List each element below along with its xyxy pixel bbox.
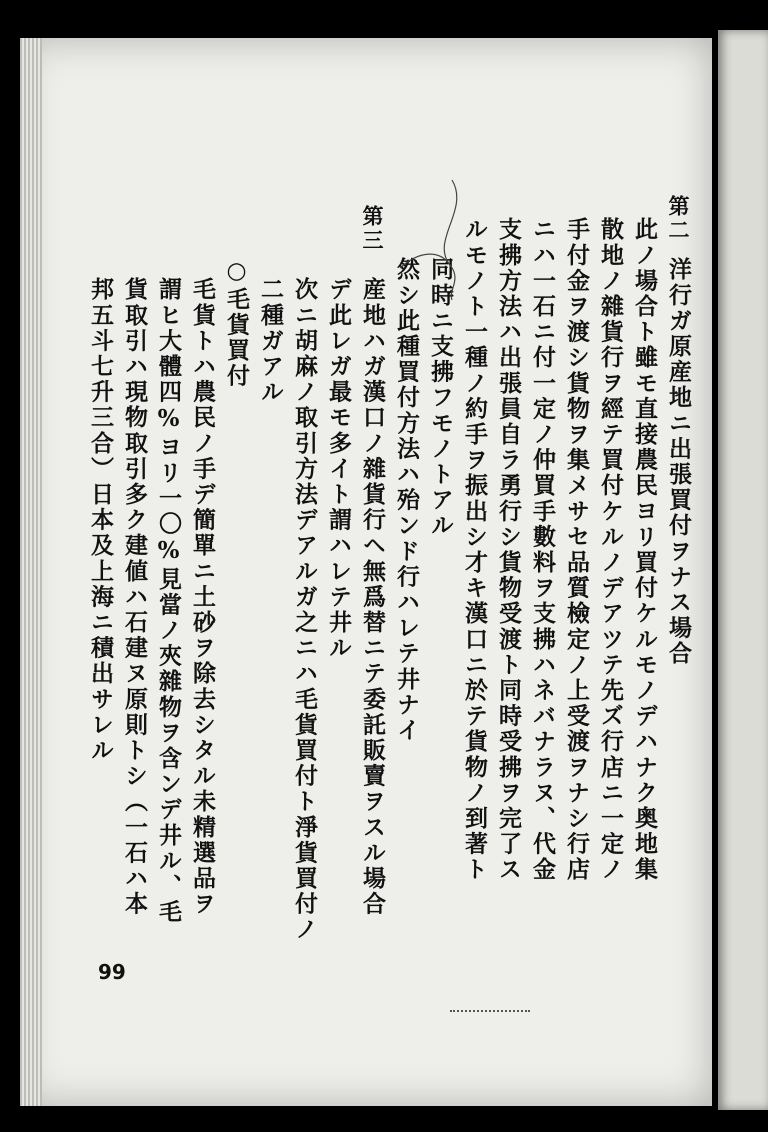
- text-column: 次ニ胡麻ノ取引方法デアルガ之ニハ毛貨買付ト淨貨買付ノ: [291, 277, 318, 943]
- heading-section-2: 第二: [666, 195, 691, 243]
- text-column: デ此レガ最モ多イト謂ハレテ井ル: [325, 277, 352, 661]
- text-column: 邦五斗七升三合）日本及上海ニ積出サレル: [87, 277, 114, 764]
- text-column: ルモノト一種ノ約手ヲ振出シ才キ漢口ニ於テ貨物ノ到著ト: [461, 217, 488, 883]
- text-column: 二種ガアル: [257, 277, 284, 405]
- vertical-text-block: [87, 195, 695, 1015]
- text-column: 貨取引ハ現物取引多ク建値ハ石建ヌ原則トシ（一石ハ本: [121, 277, 148, 917]
- page-number: 99: [98, 960, 126, 984]
- text-column: 同時ニ支拂フモノトアル: [427, 257, 454, 539]
- printed-rule: [450, 1010, 530, 1012]
- text-column: 洋行ガ原産地ニ出張買付ヲナス場合: [665, 257, 692, 667]
- page-stack-edge: [20, 38, 42, 1106]
- subheading-kemao-purchase: ○毛貨買付: [223, 257, 250, 389]
- text-column: 支拂方法ハ出張員自ラ勇行シ貨物受渡ト同時受拂ヲ完了ス: [495, 217, 522, 883]
- text-column: 産地ハガ漢口ノ雜貨行ヘ無爲替ニテ委託販賣ヲスル場合: [359, 277, 386, 917]
- text-column: 散地ノ雜貨行ヲ經テ買付ケルノデアツテ先ズ行店ニ一定ノ: [597, 217, 624, 883]
- text-column: 手付金ヲ渡シ貨物ヲ集メサセ品質檢定ノ上受渡ヲナシ行店: [563, 217, 590, 883]
- text-column: 謂ヒ大體四%ヨリ一〇%見當ノ夾雜物ヲ含ンデ井ル、毛: [155, 277, 182, 925]
- text-column: 然シ此種買付方法ハ殆ンド行ハレテ井ナイ: [393, 257, 420, 744]
- text-column: 毛貨トハ農民ノ手デ簡單ニ土砂ヲ除去シタル未精選品ヲ: [189, 277, 216, 917]
- adjacent-page-edge: [718, 30, 768, 1110]
- text-column: 此ノ場合ト雖モ直接農民ヨリ買付ケルモノデハナク奥地集: [631, 217, 658, 883]
- heading-section-3: 第三: [360, 205, 385, 253]
- text-column: ニハ一石ニ付一定ノ仲買手數料ヲ支拂ハネバナラヌ、代金: [529, 217, 556, 883]
